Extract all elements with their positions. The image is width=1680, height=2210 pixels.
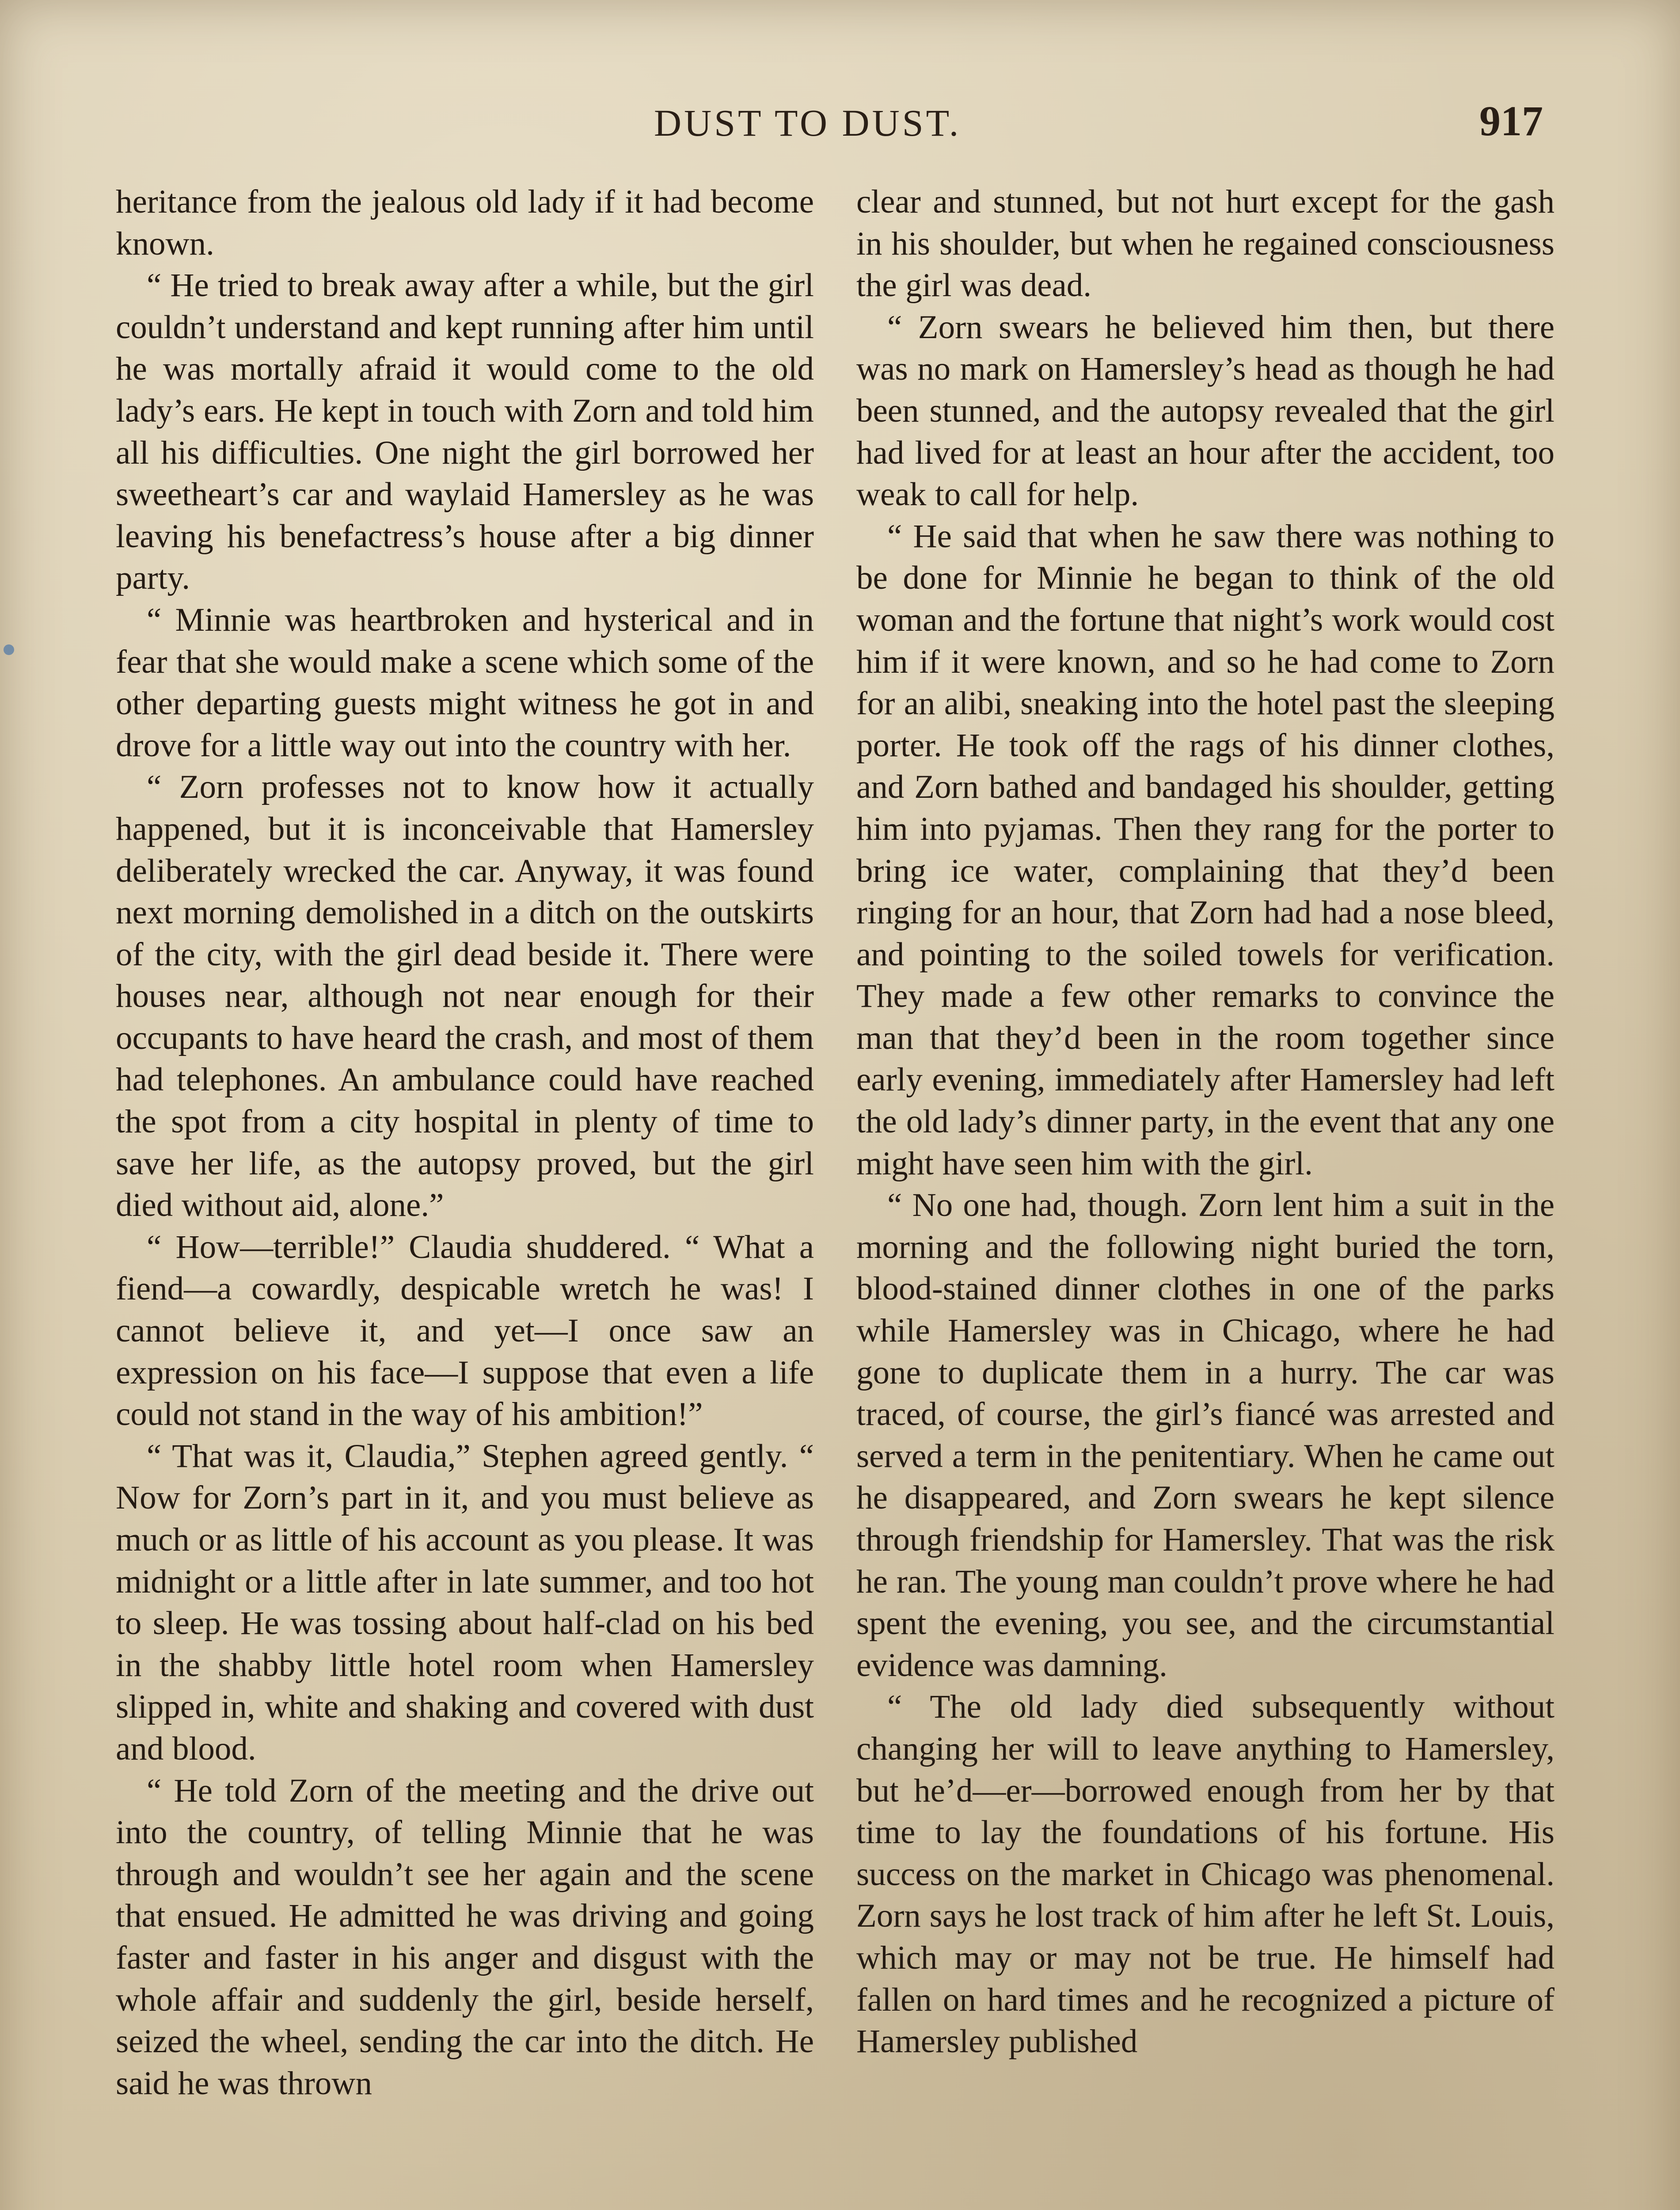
paragraph: clear and stunned, but not hurt except for the gash in his shoulder, but when he regained consciousness the girl was dead. [856, 183, 1555, 304]
paragraph: “ No one had, though. Zorn lent him a suit in the morning and the following night buried the torn, blood-stained dinner clothes in one of the parks while Hamersley was in Chicago, where he had gone to duplicate them in a hurry. The car was traced, of course, the girl’s fiancé was arrested and served a term in the penitentiary. When he came out he disappeared, and Zorn swears he kept silence through friendship for Hamersley. That was the risk he ran. The young man couldn’t prove where he had spent the evening, you see, and the circumstantial evidence was damning. [856, 1187, 1555, 1684]
paragraph: “ He said that when he saw there was nothing to be done for Minnie he began to think of the old woman and the fortune that night’s work would cost him if it were known, and so he had come to Zorn for an alibi, sneaking into the hotel past the sleeping porter. He took off the rags of his dinner clothes, and Zorn bathed and bandaged his shoulder, getting him into pyjamas. Then they rang for the porter to bring ice water, complaining that they’d been ringing for an hour, that Zorn had had a nose bleed, and pointing to the soiled towels for verification. They made a few other remarks to convince the man that they’d been in the room together since early evening, immediately after Hamersley had left the old lady’s dinner party, in the event that any one might have seen him with the girl. [856, 518, 1555, 1182]
running-head: DUST TO DUST. [654, 102, 962, 144]
binding-hole-mark [4, 644, 14, 655]
page-number: 917 [1479, 97, 1543, 145]
right-column [856, 181, 1555, 2063]
paragraph: “ That was it, Claudia,” Stephen agreed gently. “ Now for Zorn’s part in it, and you must believe as much or as little of his account as you please. It was midnight or a little after in late summer, and too hot to sleep. He was tossing about half-clad on his bed in the shabby little hotel room when Hamersley slipped in, white and shaking and covered with dust and blood. [116, 1437, 814, 1767]
paragraph: “ Zorn professes not to know how it actually happened, but it is inconceivable that Hamersley deliberately wrecked the car. Anyway, it was found next morning demolished in a ditch on the outskirts of the city, with the girl dead beside it. There were houses near, although not near enough for their occupants to have heard the crash, and most of them had telephones. An ambulance could have reached the spot from a city hospital in plenty of time to save her life, as the autopsy proved, but the girl died without aid, alone.” [116, 769, 814, 1224]
paragraph: “ Zorn swears he believed him then, but there was no mark on Hamersley’s head as though he had been stunned, and the autopsy revealed that the girl had lived for at least an hour after the accident, too weak to call for help. [856, 309, 1555, 513]
paragraph: “ How—terrible!” Claudia shuddered. “ What a fiend—a cowardly, despicable wretch he was! I cannot believe it, and yet—I once saw an expression on his face—I suppose that even a life could not stand in the way of his ambition!” [116, 1228, 814, 1433]
paragraph: “ He tried to break away after a while, but the girl couldn’t understand and kept running after him until he was mortally afraid it would come to the old lady’s ears. He kept in touch with Zorn and told him all his difficulties. One night the girl borrowed her sweetheart’s car and waylaid Hamersley as he was leaving his benefactress’s house after a big dinner party. [116, 267, 814, 597]
paragraph: “ He told Zorn of the meeting and the drive out into the country, of telling Minnie that he was through and wouldn’t see her again and the scene that ensued. He admitted he was driving and going faster and faster in his anger and disgust with the whole affair and suddenly the girl, beside herself, seized the wheel, sending the car into the ditch. He said he was thrown [116, 1772, 814, 2102]
paragraph: “ The old lady died subsequently without changing her will to leave anything to Hamersley, but he’d—er—borrowed enough from her by that time to lay the foundations of his fortune. His success on the market in Chicago was phenomenal. Zorn says he lost track of him after he left St. Louis, which may or may not be true. He himself had fallen on hard times and he recognized a picture of Hamersley published [856, 1688, 1555, 2060]
left-column [116, 181, 814, 2104]
paragraph: heritance from the jealous old lady if it had become known. [116, 183, 814, 262]
paragraph: “ Minnie was heartbroken and hysterical and in fear that she would make a scene which some of the other departing guests might witness he got in and drove for a little way out into the country with her. [116, 601, 814, 764]
